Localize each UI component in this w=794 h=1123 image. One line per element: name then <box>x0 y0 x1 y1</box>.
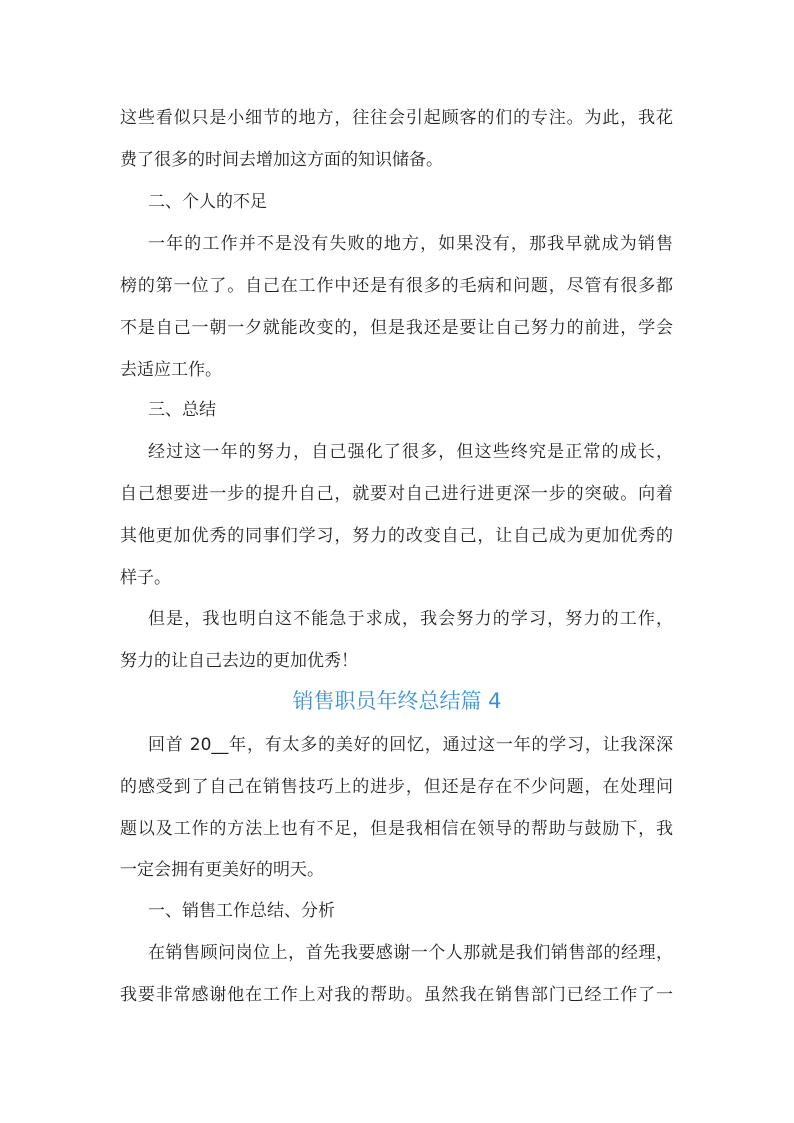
text-line: 去适应工作。 <box>120 360 222 380</box>
section-heading: 一、销售工作总结、分析 <box>148 901 335 921</box>
text-line: 榜的第一位了。自己在工作中还是有很多的毛病和问题，尽管有很多都 <box>120 276 673 296</box>
section-heading: 三、总结 <box>148 400 216 420</box>
text-line: 样子。 <box>120 568 171 588</box>
text-line: 我要非常感谢他在工作上对我的帮助。虽然我在销售部门已经工作了一 <box>120 985 673 1005</box>
text-line: 努力的让自己去边的更加优秀！ <box>120 651 358 671</box>
text-line: 不是自己一朝一夕就能改变的，但是我还是要让自己努力的前进，学会 <box>120 318 673 338</box>
text-line: 的感受到了自己在销售技巧上的进步，但还是存在不少问题，在处理问 <box>120 777 673 797</box>
text-line: 一定会拥有更美好的明天。 <box>120 860 324 880</box>
text-line: 回首 20__年，有太多的美好的回忆，通过这一年的学习，让我深深 <box>148 735 673 755</box>
text-line: 但是，我也明白这不能急于求成，我会努力的学习，努力的工作， <box>148 609 673 629</box>
section-heading: 二、个人的不足 <box>148 192 267 212</box>
text-line: 这些看似只是小细节的地方，往往会引起顾客的们的专注。为此，我花 <box>120 108 673 128</box>
text-line: 一年的工作并不是没有失败的地方，如果没有，那我早就成为销售 <box>148 234 673 254</box>
text-line: 经过这一年的努力，自己强化了很多，但这些终究是正常的成长， <box>148 442 673 462</box>
section-title: 销售职员年终总结篇 4 <box>292 689 502 713</box>
text-line: 题以及工作的方法上也有不足，但是我相信在领导的帮助与鼓励下，我 <box>120 819 673 839</box>
text-line: 其他更加优秀的同事们学习，努力的改变自己，让自己成为更加优秀的 <box>120 526 673 546</box>
text-line: 自己想要进一步的提升自己，就要对自己进行进更深一步的突破。向着 <box>120 484 673 504</box>
text-line: 在销售顾问岗位上，首先我要感谢一个人那就是我们销售部的经理， <box>148 943 673 963</box>
text-line: 费了很多的时间去增加这方面的知识储备。 <box>120 150 443 170</box>
